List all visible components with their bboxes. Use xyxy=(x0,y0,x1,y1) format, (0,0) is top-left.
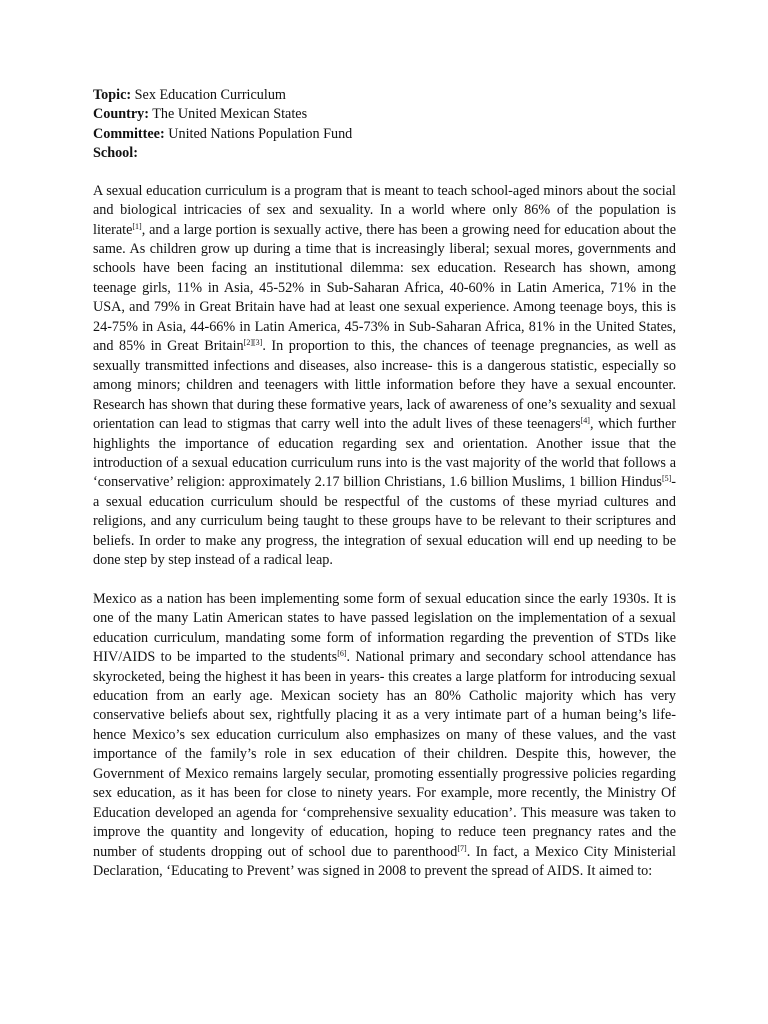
paragraph-text: , and a large portion is sexually active, there has been a growing need for education about the same. As children grow up during a time that is increasingly liberal; sexual mores, governments and schools have been facing an institutional dilemma: sex education. Research has shown, among teenage girls, 11% in Asia, 45-52% in Sub-Saharan Africa, 40-60% in Latin America, 71% in the USA, and 79% in Great Britain have had at least one sexual experience. Among teenage boys, this is 24-75% in Asia, 44-66% in Latin America, 45-73% in Sub-Saharan Africa, 81% in the United States, and 85% in Great Britain xyxy=(93,221,676,355)
document-header xyxy=(93,86,676,164)
paragraph-text: , which further highlights the importance of education regarding sex and orientation. Another issue that the introduction of a sexual education curriculum runs into is the vast majority of the world that follows a ‘conservative’ religion: approximately 2.17 billion Christians, 1.6 billion Muslims, 1 billion Hindus xyxy=(93,416,676,491)
citation-ref: [6] xyxy=(337,649,347,659)
committee-value: United Nations Population Fund xyxy=(168,125,353,142)
topic-line xyxy=(93,86,676,105)
paragraph-text: . National primary and secondary school attendance has skyrocketed, being the highest it has been in years- this creates a large platform for introducing sexual education from an early age. Mexican society has an 80% Catholic majority which has very conservative beliefs about sex, rightfully placing it as a very intimate part of a human being’s life- hence Mexico’s sex education curriculum also emphasizes on many of these values, and the vast importance of the family’s role in sex education of their children. Despite this, however, the Government of Mexico remains largely secular, promoting essentially progressive policies regarding sex education, as it has been for close to ninety years. For example, more recently, the Ministry Of Education developed an agenda for ‘comprehensive sexuality education’. This measure was taken to improve the quantity and longevity of education, hoping to reduce teen pregnancy rates and the number of students dropping out of school due to parenthood xyxy=(93,649,676,860)
citation-ref: [5] xyxy=(661,474,672,484)
paragraph-text: A sexual education curriculum is a program that is meant to teach school-aged minors about the social and biological intricacies of sex and sexuality. In a world where only 86% of the population is literate xyxy=(93,182,676,238)
paragraph-introduction xyxy=(93,182,676,571)
committee-label: Committee: xyxy=(93,125,165,142)
paragraph-mexico xyxy=(93,590,676,882)
paragraph-text: - a sexual education curriculum should be respectful of the customs of these myriad cultures and religions, and any curriculum being taught to these groups have to be relevant to their scriptures and beliefs. In order to make any progress, the integration of sexual education will end up needing to be done step by step instead of a radical leap. xyxy=(93,474,676,569)
committee-line xyxy=(93,125,676,144)
citation-ref: [4] xyxy=(580,416,590,426)
paragraph-text: . In proportion to this, the chances of teenage pregnancies, as well as sexually transmitted infections and diseases, also increase- this is a dangerous statistic, especially so among minors; children and teenagers with little information before they have a sexual encounter. Research has shown that during these formative years, lack of awareness of one’s sexuality and sexual orientation can lead to stigmas that carry well into the adult lives of these teenagers xyxy=(93,338,677,433)
school-label: School: xyxy=(93,145,138,162)
paragraph-text: . In fact, a Mexico City Ministerial Declaration, ‘Educating to Prevent’ was signed in 2008 to prevent the spread of AIDS. It aimed to: xyxy=(93,843,676,880)
topic-label: Topic: xyxy=(93,87,132,103)
topic-value: Sex Education Curriculum xyxy=(134,87,286,103)
school-line xyxy=(93,144,676,163)
country-value: The United Mexican States xyxy=(152,106,308,123)
paragraph-text: Mexico as a nation has been implementing some form of sexual education since the early 1930s. It is one of the many Latin American states to have passed legislation on the implementation of a sexual education curriculum, mandating some form of information regarding the prevention of STDs like HIV/AIDS to be imparted to the students xyxy=(93,590,676,666)
citation-ref: [2][3] xyxy=(243,338,263,348)
citation-ref: [7] xyxy=(457,843,467,853)
citation-ref: [1] xyxy=(132,221,142,231)
country-label: Country: xyxy=(93,106,149,123)
country-line xyxy=(93,105,676,124)
